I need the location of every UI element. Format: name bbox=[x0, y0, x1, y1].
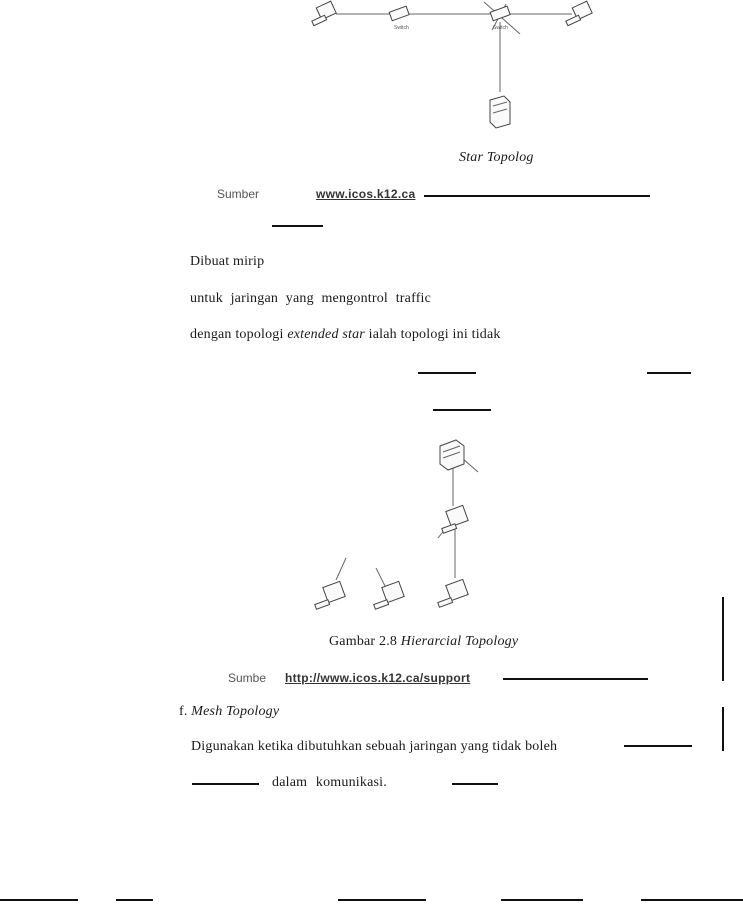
margin-line bbox=[722, 707, 724, 751]
svg-text:Switch: Switch bbox=[493, 25, 508, 31]
body-text: Dibuat mirip bbox=[190, 254, 265, 269]
redaction-line bbox=[0, 899, 78, 901]
redaction-line bbox=[272, 225, 323, 227]
star-topology-diagram bbox=[0, 0, 743, 140]
source-link[interactable]: www.icos.k12.ca bbox=[316, 187, 416, 201]
hierarchical-topology-diagram bbox=[0, 430, 743, 630]
redaction-line bbox=[641, 899, 743, 901]
server-icon bbox=[440, 440, 464, 470]
source-label: Sumber bbox=[217, 187, 260, 201]
redaction-line bbox=[647, 372, 691, 374]
source-label: Sumbe bbox=[228, 671, 267, 685]
body-text: dalam komunikasi. bbox=[272, 775, 387, 790]
redaction-line bbox=[418, 372, 476, 374]
redaction-line bbox=[338, 899, 426, 901]
section-heading: f. Mesh Topology bbox=[179, 704, 280, 719]
body-text: Digunakan ketika dibutuhkan sebuah jaringan yang tidak boleh bbox=[191, 739, 558, 754]
redaction-line bbox=[452, 783, 498, 785]
switch-icon bbox=[389, 6, 409, 31]
computer-icon bbox=[315, 581, 345, 609]
svg-text:Switch: Switch bbox=[394, 25, 409, 31]
redaction-line bbox=[192, 783, 259, 785]
body-text: untuk jaringan yang mengontrol traffic bbox=[190, 291, 432, 306]
workstation-icon bbox=[566, 1, 592, 25]
redaction-line bbox=[433, 409, 491, 411]
figure-caption-star: Star Topolog bbox=[459, 150, 534, 165]
margin-line bbox=[722, 597, 724, 681]
redaction-line bbox=[624, 745, 692, 747]
server-icon bbox=[490, 96, 510, 128]
computer-icon bbox=[442, 505, 468, 533]
computer-icon bbox=[438, 579, 468, 607]
redaction-line bbox=[424, 195, 650, 197]
redaction-line bbox=[501, 899, 583, 901]
workstation-icon bbox=[312, 1, 336, 25]
figure-caption-hierarchical: Gambar 2.8 Hierarcial Topology bbox=[329, 634, 519, 649]
source-link[interactable]: http://www.icos.k12.ca/support bbox=[285, 671, 471, 685]
computer-icon bbox=[374, 581, 404, 609]
body-text: dengan topologi extended star ialah topologi ini tidak bbox=[190, 327, 501, 342]
redaction-line bbox=[503, 678, 648, 680]
redaction-line bbox=[116, 899, 153, 901]
